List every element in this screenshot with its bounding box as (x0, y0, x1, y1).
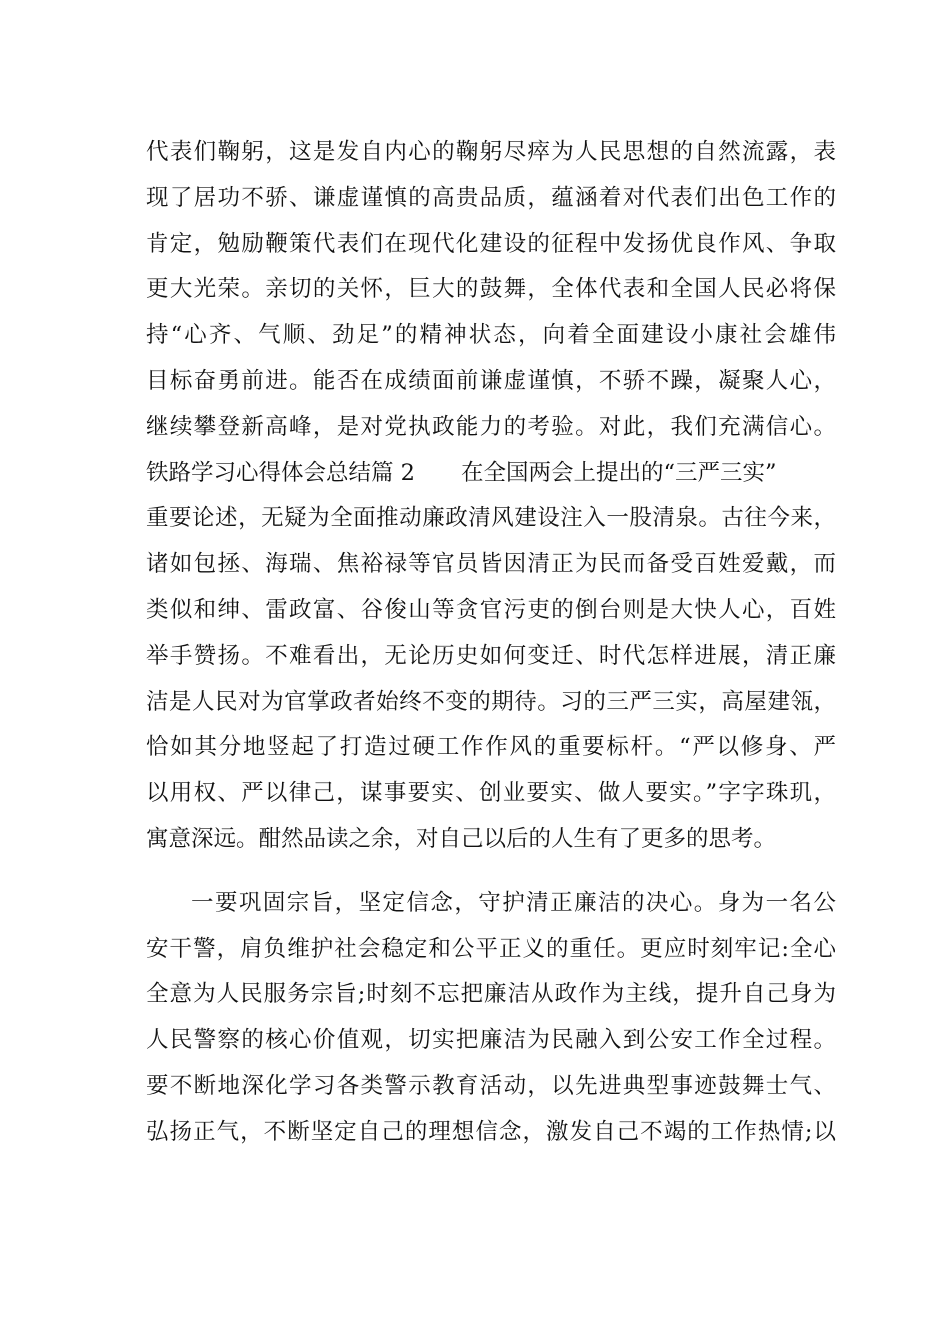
text-line: 代表们鞠躬，这是发自内心的鞠躬尽瘁为人民思想的自然流露，表 (146, 139, 836, 165)
text-line: 更大光荣。亲切的关怀，巨大的鼓舞，全体代表和全国人民必将保 (146, 276, 836, 303)
text-line: 类似和绅、雷政富、谷俊山等贪官污吏的倒台则是大快人心，百姓 (146, 596, 836, 623)
paragraph-gap (146, 863, 836, 881)
text-line: 诸如包拯、海瑞、焦裕禄等官员皆因清正为民而备受百姓爱戴，而 (146, 551, 836, 578)
text-line: 继续攀登新高峰，是对党执政能力的考验。对此，我们充满信心。 (146, 413, 836, 440)
text-line: 举手赞扬。不难看出，无论历史如何变迁、时代怎样进展，清正廉 (146, 642, 836, 669)
text-line: 重要论述，无疑为全面推动廉政清风建设注入一股清泉。古往今来， (146, 505, 836, 532)
text-line: 现了居功不骄、谦虚谨慎的高贵品质，蕴涵着对代表们出色工作的 (146, 184, 836, 211)
document-body (146, 130, 836, 1156)
section-heading: 铁路学习心得体会总结篇 2 (146, 459, 415, 486)
heading-tail-text: 在全国两会上提出的“三严三实” (460, 459, 777, 486)
text-line: 全意为人民服务宗旨;时刻不忘把廉洁从政作为主线，提升自己身为 (146, 981, 836, 1008)
text-line: 恰如其分地竖起了打造过硬工作作风的重要标杆。“严以修身、严 (146, 734, 836, 761)
text-line: 以用权、严以律己，谋事要实、创业要实、做人要实。”字字珠玑， (146, 780, 836, 807)
text-line: 目标奋勇前进。能否在成绩面前谦虚谨慎，不骄不躁，凝聚人心， (146, 367, 836, 394)
text-line: 弘扬正气，不断坚定自己的理想信念，激发自己不竭的工作热情;以 (146, 1118, 836, 1145)
text-line: 肯定，勉励鞭策代表们在现代化建设的征程中发扬优良作风、争取 (146, 230, 836, 257)
text-line: 洁是人民对为官掌政者始终不变的期待。习的三严三实，高屋建瓴， (146, 688, 836, 715)
text-line: 人民警察的核心价值观，切实把廉洁为民融入到公安工作全过程。 (146, 1027, 836, 1054)
text-line: 寓意深远。酣然品读之余，对自己以后的人生有了更多的思考。 (146, 825, 777, 852)
text-line: 一要巩固宗旨，坚定信念，守护清正廉洁的决心。身为一名公 (191, 889, 836, 916)
text-line: 要不断地深化学习各类警示教育活动，以先进典型事迹鼓舞士气、 (146, 1072, 836, 1099)
text-line: 安干警，肩负维护社会稳定和公平正义的重任。更应时刻牢记:全心 (146, 935, 836, 962)
section-heading-line (146, 451, 836, 497)
text-line: 持“心齐、气顺、劲足”的精神状态，向着全面建设小康社会雄伟 (146, 322, 836, 349)
